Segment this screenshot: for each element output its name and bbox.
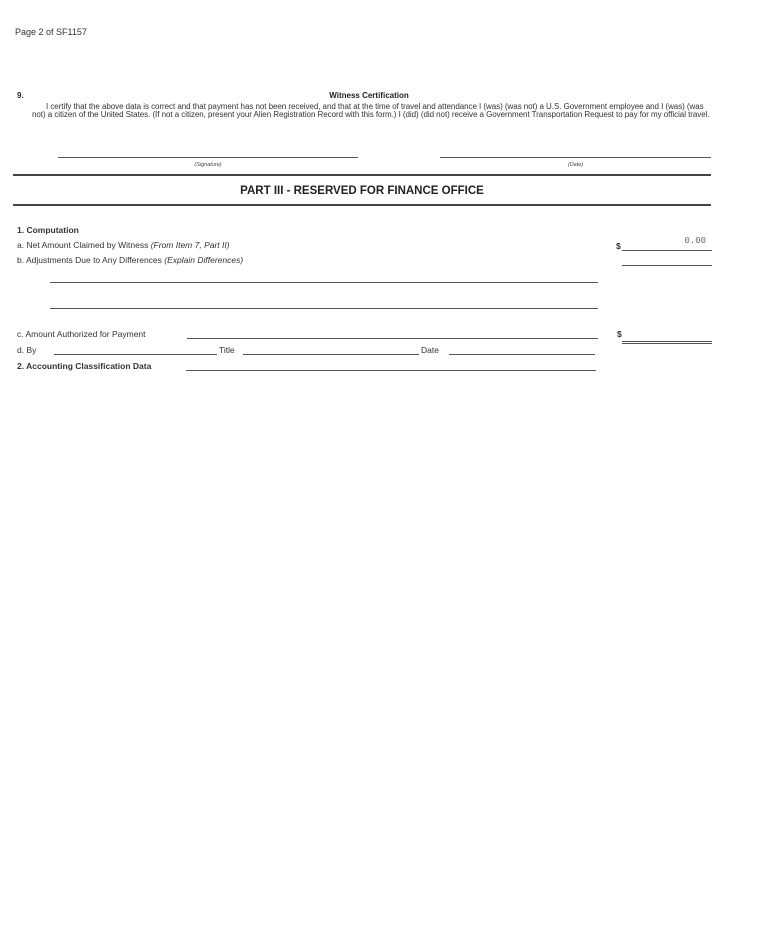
amount-total-double-rule xyxy=(622,343,712,344)
signature-caption: (Signature) xyxy=(194,162,222,168)
witness-certification-title: Witness Certification xyxy=(329,91,409,100)
net-amount-text: a. Net Amount Claimed by Witness xyxy=(17,240,151,250)
adjustments-field[interactable] xyxy=(622,265,712,266)
by-label: d. By xyxy=(17,345,37,355)
date-label: Date xyxy=(421,345,439,355)
adjustments-note: (Explain Differences) xyxy=(164,255,244,265)
witness-date-field[interactable] xyxy=(440,157,711,158)
explain-differences-line-2[interactable] xyxy=(50,308,598,309)
authorization-date-field[interactable] xyxy=(449,354,595,355)
net-amount-value[interactable]: 0.00 xyxy=(684,236,706,246)
adjustments-text: b. Adjustments Due to Any Differences xyxy=(17,255,165,265)
accounting-classification-field[interactable] xyxy=(186,370,596,371)
amount-authorized-label: c. Amount Authorized for Payment xyxy=(17,329,146,339)
signature-field[interactable] xyxy=(58,157,358,158)
item-number: 9. xyxy=(17,91,24,100)
net-amount-label xyxy=(17,240,230,250)
net-amount-note: (From Item 7, Part II) xyxy=(150,240,230,250)
computation-heading: 1. Computation xyxy=(17,225,79,235)
section-divider xyxy=(13,174,711,176)
by-field[interactable] xyxy=(54,354,217,355)
section-divider xyxy=(13,204,711,206)
currency-symbol: $ xyxy=(616,241,621,251)
amount-authorized-field[interactable] xyxy=(187,338,598,339)
adjustments-label xyxy=(17,255,243,265)
net-amount-field-line xyxy=(622,250,712,251)
currency-symbol: $ xyxy=(617,329,622,339)
accounting-classification-label: 2. Accounting Classification Data xyxy=(17,361,152,371)
explain-differences-line-1[interactable] xyxy=(50,282,598,283)
date-caption: (Date) xyxy=(567,162,584,168)
amount-total-field[interactable] xyxy=(622,341,712,342)
witness-certification-text: I certify that the above data is correct and that payment has not been received, and that at the time of travel and attendance I (was) (was not) a U.S. Government employee and I (was) (was not) a citizen of the United States. (If not a citizen, present your Alien Registration Record with this form.) I (did) (did not) receive a Government Transportation Request to pay for my official travel. xyxy=(32,102,710,119)
page-label: Page 2 of SF1157 xyxy=(15,27,87,37)
title-field[interactable] xyxy=(243,354,419,355)
part-iii-title: PART III - RESERVED FOR FINANCE OFFICE xyxy=(240,185,484,197)
title-label: Title xyxy=(219,345,235,355)
